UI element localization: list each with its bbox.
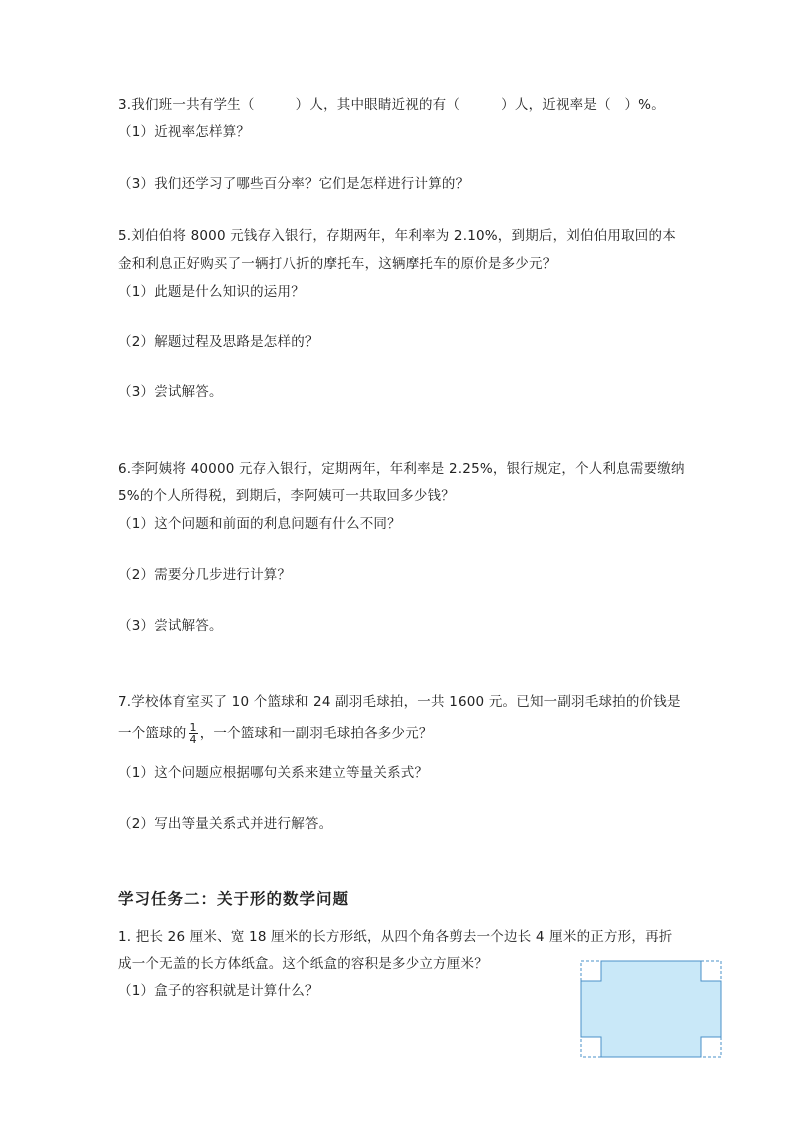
- q5-sub3: （3）尝试解答。: [118, 384, 223, 400]
- q5-stem-line1: 5.刘伯伯将 8000 元钱存入银行，存期两年，年利率为 2.10%，到期后，刘伯伯用取回的本: [118, 228, 676, 244]
- q7-stem-line1: 7.学校体育室买了 10 个篮球和 24 副羽毛球拍，一共 1600 元。已知一副羽毛球拍的价钱是: [118, 694, 681, 710]
- q7-stem-line2-pre: 一个篮球的: [118, 725, 187, 742]
- q6-sub2: （2）需要分几步进行计算？: [118, 567, 292, 583]
- paper-net-fill: [581, 961, 721, 1057]
- q3-sub1: （1）近视率怎样算？: [118, 124, 251, 140]
- task2-q1-line1: 1. 把长 26 厘米、宽 18 厘米的长方形纸，从四个角各剪去一个边长 4 厘米的正方形，再折: [118, 929, 673, 945]
- q5-stem-line2: 金和利息正好购买了一辆打八折的摩托车，这辆摩托车的原价是多少元？: [118, 256, 557, 272]
- q7-stem-line2-post: ，一个篮球和一副羽毛球拍各多少元？: [199, 725, 433, 742]
- q6-sub3: （3）尝试解答。: [118, 618, 223, 634]
- q6-stem-line2: 5%的个人所得税，到期后，李阿姨可一共取回多少钱？: [118, 488, 455, 504]
- fraction-numerator: 1: [189, 721, 197, 734]
- paper-net-figure: [580, 960, 722, 1058]
- q3-sub3: （3）我们还学习了哪些百分率？它们是怎样进行计算的？: [118, 176, 470, 192]
- q7-sub1: （1）这个问题应根据哪句关系来建立等量关系式？: [118, 765, 429, 781]
- q3-stem: 3.我们班一共有学生（ ）人，其中眼睛近视的有（ ）人，近视率是（ ）%。: [118, 97, 665, 113]
- corner-square-bottom-left: [581, 1037, 601, 1057]
- task2-heading: 学习任务二：关于形的数学问题: [118, 889, 350, 908]
- q5-sub2: （2）解题过程及思路是怎样的？: [118, 334, 319, 350]
- q6-sub1: （1）这个问题和前面的利息问题有什么不同？: [118, 516, 401, 532]
- fraction-denominator: 4: [189, 733, 197, 746]
- q5-sub1: （1）此题是什么知识的运用？: [118, 284, 305, 300]
- q6-stem-line1: 6.李阿姨将 40000 元存入银行，定期两年，年利率是 2.25%，银行规定，个人利息需要缴纳: [118, 461, 685, 477]
- q7-sub2: （2）写出等量关系式并进行解答。: [118, 816, 333, 832]
- corner-square-top-right: [701, 961, 721, 981]
- fraction-one-quarter: [189, 722, 198, 745]
- corner-square-top-left: [581, 961, 601, 981]
- task2-q1-sub1: （1）盒子的容积就是计算什么？: [118, 983, 319, 999]
- task2-q1-line2: 成一个无盖的长方体纸盒。这个纸盒的容积是多少立方厘米？: [118, 956, 488, 972]
- corner-square-bottom-right: [701, 1037, 721, 1057]
- q7-stem-line2: [118, 722, 433, 745]
